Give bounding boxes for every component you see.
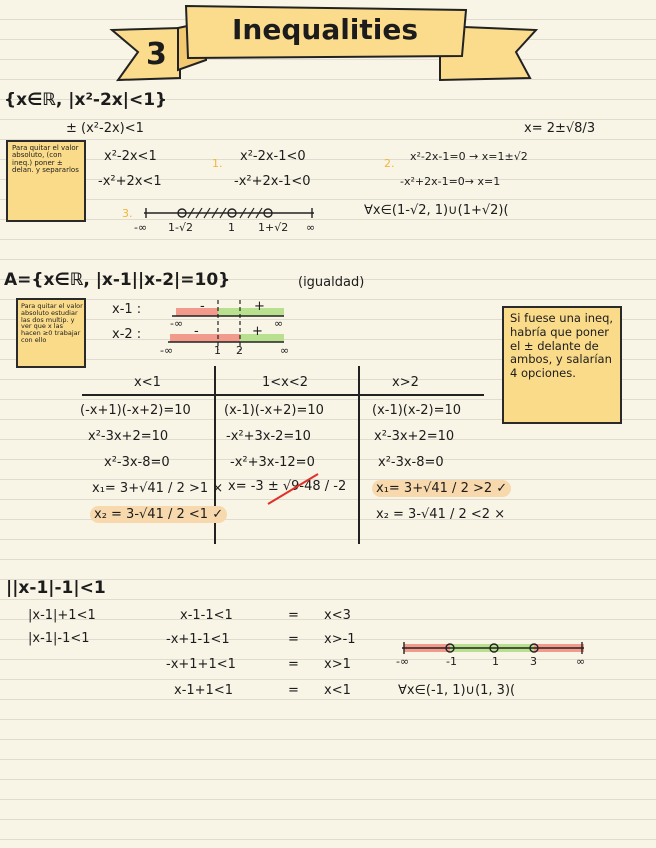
s3-tick-3: 3 <box>530 655 537 668</box>
c1-line2: x²-3x+2=10 <box>88 429 169 444</box>
s3-r2-eq: = <box>288 632 299 647</box>
s2-sign-chart <box>168 300 318 360</box>
s1-step1: 1. <box>212 157 223 170</box>
c3-line2: x²-3x+2=10 <box>374 429 455 444</box>
table-header-1: x<1 <box>134 375 161 390</box>
s3-r4-expr: x-1+1<1 <box>174 683 233 698</box>
s3-r4-res: x<1 <box>324 683 351 698</box>
s2-tick-1: 1 <box>214 344 221 357</box>
s1-number-line <box>140 203 340 223</box>
s3-r3-eq: = <box>288 657 299 672</box>
page-title: Inequalities <box>232 13 419 46</box>
s1-step3: 3. <box>122 207 133 220</box>
table-divider-2 <box>358 366 360 544</box>
table-header-3: x>2 <box>392 375 419 390</box>
s3-r3-expr: -x+1+1<1 <box>166 657 236 672</box>
section1-note-text: Para quitar el valor absoluto, (con ineq.) poner ± delan. y separarlos <box>12 144 79 175</box>
c2-line4: x= -3 ± √9-48 / -2 <box>228 479 347 494</box>
s3-r2-expr: -x+1-1<1 <box>166 632 230 647</box>
s1-col1a: x²-2x<1 <box>104 149 157 164</box>
s3-tick-neg-inf: -∞ <box>396 655 410 668</box>
s3-number-line <box>400 638 600 662</box>
section1-set: {x∈ℝ, |x²-2x|<1} <box>4 90 168 110</box>
section1-x-result: x= 2±√8/3 <box>524 121 596 136</box>
s1-tick-inf: ∞ <box>306 221 316 234</box>
s1-col1b: -x²+2x<1 <box>98 174 162 189</box>
s3-tick-inf: ∞ <box>576 655 586 668</box>
s1-col3b: -x²+2x-1=0→ x=1 <box>400 175 501 188</box>
s3-r1-res: x<3 <box>324 608 351 623</box>
s3-left-1: |x-1|+1<1 <box>28 608 96 623</box>
s2-tick-inf-2: ∞ <box>280 344 290 357</box>
s1-col3a: x²-2x-1=0 → x=1±√2 <box>410 150 528 163</box>
section2-note-box <box>16 298 86 368</box>
s2-plus-1: + <box>254 299 265 314</box>
s1-step2: 2. <box>384 157 395 170</box>
s2-row1-label: x-1 : <box>112 302 142 317</box>
s3-tick-1: 1 <box>492 655 499 668</box>
table-header-rule <box>82 394 484 396</box>
s3-r1-eq: = <box>288 608 299 623</box>
c1-line3: x²-3x-8=0 <box>104 455 170 470</box>
s3-tick-neg1: -1 <box>446 655 457 668</box>
section2-note2-box <box>502 306 622 424</box>
c1-line4: x₁= 3+√41 / 2 >1 × <box>92 481 224 496</box>
s1-col2b: -x²+2x-1<0 <box>234 174 311 189</box>
section1-pm: ± (x²-2x)<1 <box>66 121 144 136</box>
section2-note-text: Para quitar el valor absoluto estudiar las dos multip. y ver que x las hacen ≥0 trabajar con ello <box>21 302 83 345</box>
s3-r4-eq: = <box>288 683 299 698</box>
section1-note-box <box>6 140 86 222</box>
s1-result: ∀x∈(1-√2, 1)∪(1+√2)( <box>364 203 509 218</box>
c1-line5: x₂ = 3-√41 / 2 <1 ✓ <box>90 506 227 523</box>
s3-left-2: |x-1|-1<1 <box>28 631 90 646</box>
s2-row2-label: x-2 : <box>112 327 142 342</box>
s2-tick-neg-inf-1: -∞ <box>170 317 184 330</box>
section3-title: ||x-1|-1|<1 <box>6 578 106 598</box>
s1-tick-neg-inf: -∞ <box>134 221 148 234</box>
section2-igualdad: (igualdad) <box>298 275 365 290</box>
section2-note2-text: Si fuese una ineq, habría que poner el ± delante de ambos, y salarían 4 opciones. <box>510 311 614 381</box>
c2-line1: (x-1)(-x+2)=10 <box>224 403 324 418</box>
s3-r3-res: x>1 <box>324 657 351 672</box>
c1-line1: (-x+1)(-x+2)=10 <box>80 403 191 418</box>
s1-tick-1: 1 <box>228 221 235 234</box>
c3-line4: x₁= 3+√41 / 2 >2 ✓ <box>372 480 511 497</box>
s2-minus-1: - <box>200 299 205 314</box>
s1-tick-1-sqrt2: 1-√2 <box>168 221 193 234</box>
s2-tick-2: 2 <box>236 344 243 357</box>
table-header-2: 1<x<2 <box>262 375 309 390</box>
c2-line3: -x²+3x-12=0 <box>230 455 315 470</box>
s2-tick-inf-1: ∞ <box>274 317 284 330</box>
chapter-number: 3 <box>146 37 167 72</box>
s1-tick-1-plus-sqrt2: 1+√2 <box>258 221 289 234</box>
s2-minus-2: - <box>194 324 199 339</box>
s3-r1-expr: x-1-1<1 <box>180 608 233 623</box>
s2-tick-neg-inf-2: -∞ <box>160 344 174 357</box>
c2-line2: -x²+3x-2=10 <box>226 429 311 444</box>
s3-r2-res: x>-1 <box>324 632 356 647</box>
section2-set: A={x∈ℝ, |x-1||x-2|=10} <box>4 270 231 290</box>
s3-result: ∀x∈(-1, 1)∪(1, 3)( <box>398 683 516 698</box>
s1-col2a: x²-2x-1<0 <box>240 149 306 164</box>
c3-line1: (x-1)(x-2)=10 <box>372 403 462 418</box>
c3-line5: x₂ = 3-√41 / 2 <2 × <box>376 507 506 522</box>
s2-plus-2: + <box>252 324 263 339</box>
c3-line3: x²-3x-8=0 <box>378 455 444 470</box>
c2-strike <box>266 470 346 510</box>
